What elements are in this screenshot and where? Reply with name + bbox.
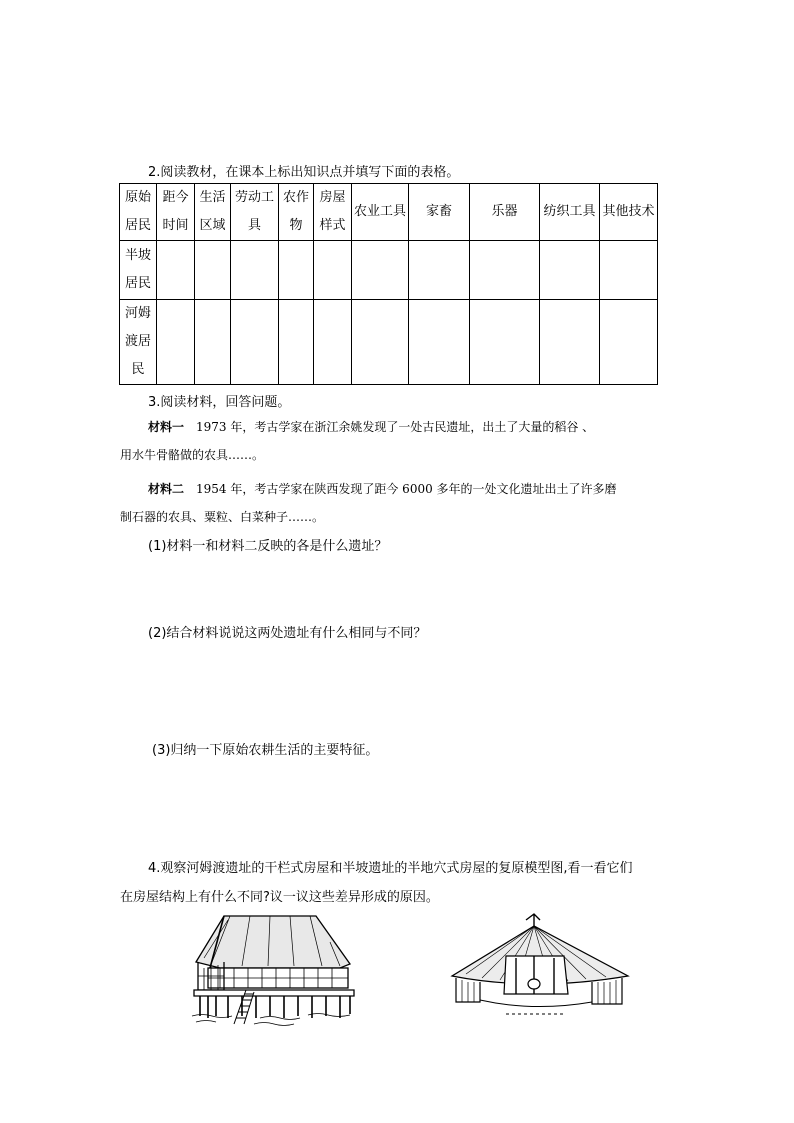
sub-question-1: (1)材料一和材料二反映的各是什么遗址？ — [148, 539, 388, 554]
blank-cell[interactable] — [157, 241, 195, 300]
header-cell: 劳动工 具 — [231, 184, 279, 241]
header-cell: 距今 时间 — [157, 184, 195, 241]
question-2-prompt: 2.阅读教材，在课本上标出知识点并填写下面的表格。 — [148, 165, 460, 180]
sub-question-2: (2)结合材料说说这两处遗址有什么相同与不同？ — [148, 626, 427, 641]
stilt-house-illustration — [190, 912, 362, 1027]
blank-cell[interactable] — [231, 241, 279, 300]
blank-cell[interactable] — [470, 300, 540, 385]
material-2-line-1: 材料二 1954 年，考古学家在陕西发现了距今 6000 多年的一处文化遗址出土了许多磨 — [148, 482, 617, 496]
header-cell: 其他技术 — [600, 184, 658, 241]
header-cell: 农业工具 — [352, 184, 409, 241]
header-cell: 乐器 — [470, 184, 540, 241]
blank-cell[interactable] — [600, 300, 658, 385]
blank-cell[interactable] — [470, 241, 540, 300]
blank-cell[interactable] — [540, 241, 600, 300]
material-1-label: 材料一 — [148, 420, 185, 434]
blank-cell[interactable] — [540, 300, 600, 385]
blank-cell[interactable] — [231, 300, 279, 385]
sub-question-3: (3)归纳一下原始农耕生活的主要特征。 — [152, 743, 379, 758]
material-2-label: 材料二 — [148, 482, 185, 496]
header-cell: 纺织工具 — [540, 184, 600, 241]
blank-cell[interactable] — [352, 241, 409, 300]
round-house-illustration — [446, 910, 632, 1025]
blank-cell[interactable] — [352, 300, 409, 385]
question-3-prompt: 3.阅读材料，回答问题。 — [148, 395, 291, 410]
blank-cell[interactable] — [157, 300, 195, 385]
blank-cell[interactable] — [195, 241, 231, 300]
table-row — [120, 241, 658, 300]
blank-cell[interactable] — [314, 241, 352, 300]
header-cell: 原始 居民 — [120, 184, 157, 241]
knowledge-table — [119, 183, 658, 385]
material-2-line-2: 制石器的农具、粟粒、白菜种子……。 — [120, 510, 325, 524]
blank-cell[interactable] — [409, 300, 470, 385]
header-cell: 生活 区域 — [195, 184, 231, 241]
header-cell: 农作 物 — [279, 184, 314, 241]
material-1-line-2: 用水牛骨骼做的农具……。 — [120, 448, 265, 462]
row-label-hemudu: 河姆 渡居 民 — [120, 300, 157, 385]
row-label-banpo: 半坡 居民 — [120, 241, 157, 300]
blank-cell[interactable] — [279, 241, 314, 300]
blank-cell[interactable] — [409, 241, 470, 300]
header-cell: 家畜 — [409, 184, 470, 241]
blank-cell[interactable] — [195, 300, 231, 385]
blank-cell[interactable] — [314, 300, 352, 385]
blank-cell[interactable] — [279, 300, 314, 385]
header-cell: 房屋 样式 — [314, 184, 352, 241]
blank-cell[interactable] — [600, 241, 658, 300]
table-header-row — [120, 184, 658, 241]
table-row — [120, 300, 658, 385]
question-4-line-1: 4.观察河姆渡遗址的干栏式房屋和半坡遗址的半地穴式房屋的复原模型图,看一看它们 — [148, 861, 633, 876]
material-1-line-1: 材料一 1973 年，考古学家在浙江余姚发现了一处古民遗址，出土了大量的稻谷 、 — [148, 420, 595, 434]
question-4-line-2: 在房屋结构上有什么不同?议一议这些差异形成的原因。 — [120, 890, 439, 905]
